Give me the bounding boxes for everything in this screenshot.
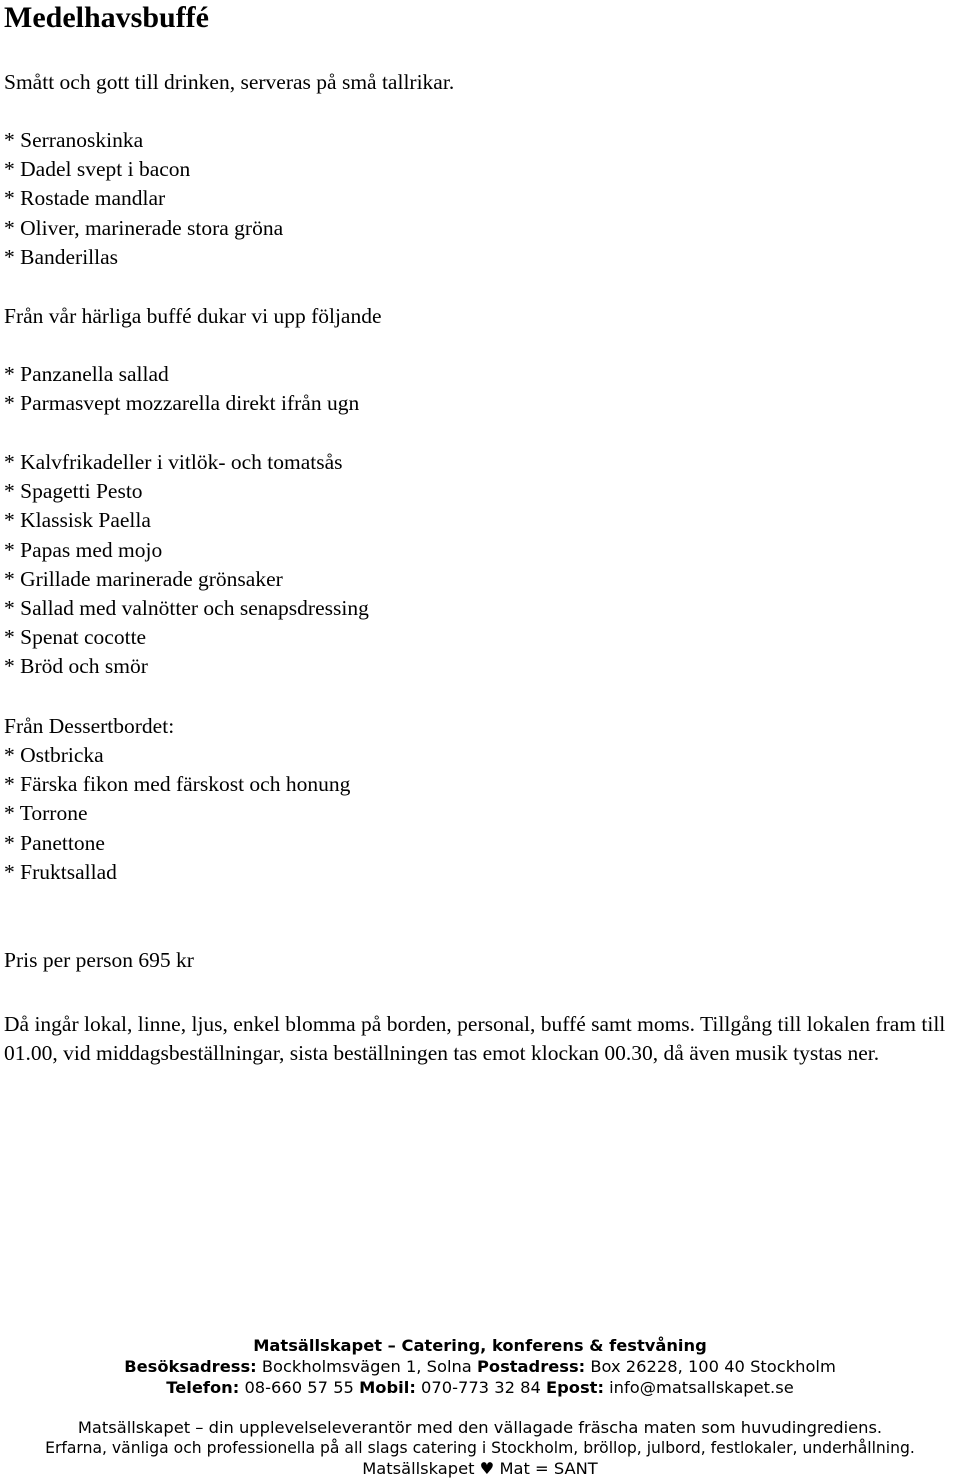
list-item: * Kalvfrikadeller i vitlök- och tomatsås [4, 450, 343, 474]
post-value: Box 26228, 100 40 Stockholm [590, 1357, 836, 1376]
footer-company-line [0, 1335, 960, 1356]
list-item: * Papas med mojo [4, 537, 163, 562]
list-item: * Oliver, marinerade stora gröna [4, 215, 284, 240]
mobile-value: 070-773 32 84 [421, 1378, 541, 1397]
phone-value: 08-660 57 55 [244, 1378, 354, 1397]
buffet-heading: Från vår härliga buffé dukar vi upp följande [4, 304, 382, 328]
list-item: * Torrone [4, 801, 88, 826]
footer-tagline-2: Erfarna, vänliga och professionella på all slags catering i Stockholm, bröllop, julbord, festlokaler, underhållning. [45, 1439, 915, 1457]
list-item: * Klassisk Paella [4, 508, 151, 533]
list-item: * Panettone [4, 830, 105, 855]
list-item: * Färska fikon med färskost och honung [4, 772, 351, 797]
list-item: * Banderillas [4, 244, 119, 269]
buffet-list-1 [4, 360, 359, 418]
starters-list [4, 126, 283, 272]
list-item: * Rostade mandlar [4, 186, 166, 211]
list-item: * Dadel svept i bacon [4, 157, 191, 182]
list-item: * Grillade marinerade grönsaker [4, 566, 283, 591]
dessert-heading: Från Dessertbordet: [4, 714, 175, 738]
footer-company: Matsällskapet – Catering, konferens & festvåning [253, 1336, 707, 1355]
buffet-list-2 [4, 448, 369, 682]
list-item: * Serranoskinka [4, 128, 144, 152]
intro-text: Smått och gott till drinken, serveras på små tallrikar. [4, 70, 455, 94]
footer-tagline-3: Matsällskapet ♥ Mat = SANT [362, 1459, 598, 1478]
page-title: Medelhavsbuffé [4, 1, 209, 34]
dessert-list [4, 741, 350, 887]
list-item: * Spenat cocotte [4, 625, 147, 650]
list-item: * Sallad med valnötter och senapsdressing [4, 596, 369, 621]
post-label: Postadress: [476, 1357, 586, 1376]
email-label: Epost: [546, 1378, 604, 1397]
footer-address-line [0, 1356, 960, 1377]
footer-contact-line [0, 1377, 960, 1398]
list-item: * Spagetti Pesto [4, 479, 143, 504]
visit-value: Bockholmsvägen 1, Solna [261, 1357, 472, 1376]
list-item: * Fruktsallad [4, 859, 117, 884]
list-item: * Bröd och smör [4, 654, 148, 679]
list-item: * Parmasvept mozzarella direkt ifrån ugn [4, 391, 360, 416]
email-link[interactable]: info@matsallskapet.se [609, 1378, 794, 1397]
list-item: * Ostbricka [4, 743, 104, 767]
terms-paragraph: Då ingår lokal, linne, ljus, enkel blomma på borden, personal, buffé samt moms. Tillgång till lokalen fram till 01.00, vid middagsbeställningar, sista beställningen tas emot klockan 00.30, då även musik tystas ner. [4, 1012, 946, 1066]
phone-label: Telefon: [166, 1378, 240, 1397]
mobile-label: Mobil: [359, 1378, 416, 1397]
list-item: * Panzanella sallad [4, 362, 169, 386]
price-text: Pris per person 695 kr [4, 948, 194, 972]
visit-label: Besöksadress: [124, 1357, 257, 1376]
footer-tagline-1: Matsällskapet – din upplevelseleverantör med den vällagade fräscha maten som huvudingrediens. [77, 1418, 883, 1437]
